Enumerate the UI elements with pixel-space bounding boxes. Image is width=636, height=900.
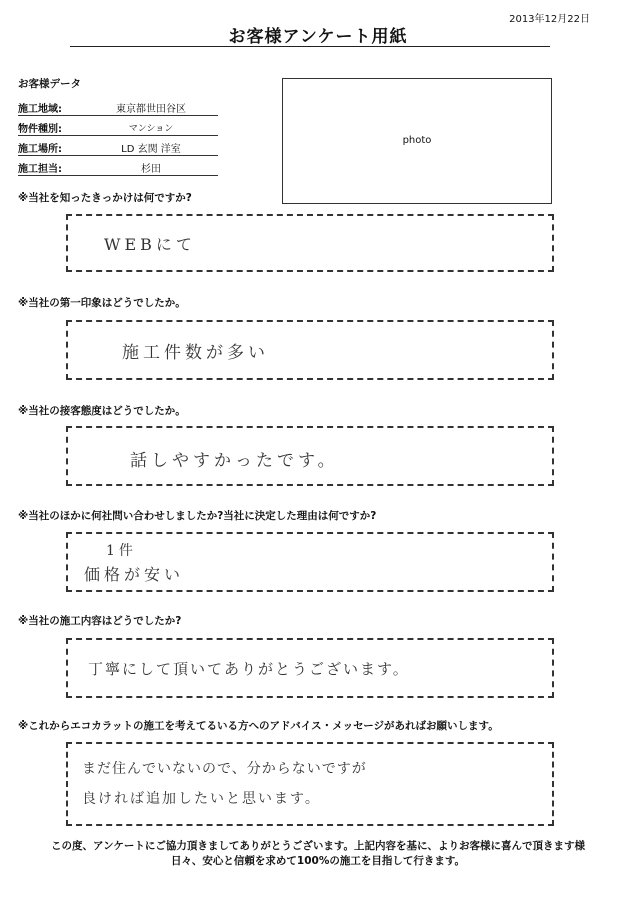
customer-row-staff (18, 158, 218, 176)
customer-data-heading: お客様データ (18, 78, 81, 90)
customer-row-place (18, 138, 218, 156)
answer-box-6 (66, 742, 554, 826)
question-2: ※当社の第一印象はどうでしたか。 (18, 297, 186, 309)
row-value: マンション (128, 124, 174, 134)
question-1: ※当社を知ったきっかけは何ですか? (18, 192, 192, 204)
row-value: LD 玄関 洋室 (121, 144, 181, 155)
row-label: 施工地域: (18, 104, 62, 115)
survey-date: 2013年12月22日 (509, 14, 590, 25)
photo-label: photo (402, 135, 432, 146)
answer-6-line-2: 良ければ追加したいと思います。 (82, 791, 321, 807)
page-title: お客様アンケート用紙 (228, 27, 408, 47)
footer-line-1: この度、アンケートにご協力頂きましてありがとうございます。上記内容を基に、よりお客様に喜んで頂きます様 (50, 840, 586, 852)
question-3: ※当社の接客態度はどうでしたか。 (18, 405, 186, 417)
row-label: 施工場所: (18, 144, 62, 155)
answer-5-text: 丁寧にして頂いてありがとうございます。 (88, 660, 410, 678)
question-6: ※これからエコカラットの施工を考えてるいる方へのアドバイス・メッセージがあればお願いします。 (18, 720, 499, 732)
question-5: ※当社の施工内容はどうでしたか? (18, 615, 182, 627)
answer-2-text: 施工件数が多い (122, 343, 269, 363)
answer-6-line-1: まだ住んでいないので、分からないですが (82, 761, 367, 777)
answer-box-3 (66, 426, 554, 486)
customer-row-area (18, 98, 218, 116)
answer-box-2 (66, 320, 554, 380)
row-label: 物件種別: (18, 124, 62, 135)
customer-row-type (18, 118, 218, 136)
answer-1-text: WEBにて (104, 235, 196, 254)
answer-4-line-1: 1件 (106, 543, 137, 559)
answer-box-1 (66, 214, 554, 272)
title-underline (70, 46, 550, 47)
row-value: 東京都世田谷区 (116, 104, 186, 115)
footer-line-2: 日々、安心と信頼を求めて100%の施工を目指して行きます。 (170, 855, 466, 867)
photo-placeholder (282, 78, 552, 204)
answer-4-line-2: 価格が安い (84, 565, 185, 584)
answer-box-5 (66, 638, 554, 698)
row-label: 施工担当: (18, 164, 62, 175)
question-4: ※当社のほかに何社問い合わせしましたか?当社に決定した理由は何ですか? (18, 510, 377, 522)
row-value: 杉田 (141, 164, 161, 175)
answer-3-text: 話しやすかったです。 (130, 451, 339, 471)
answer-box-4 (66, 532, 554, 592)
